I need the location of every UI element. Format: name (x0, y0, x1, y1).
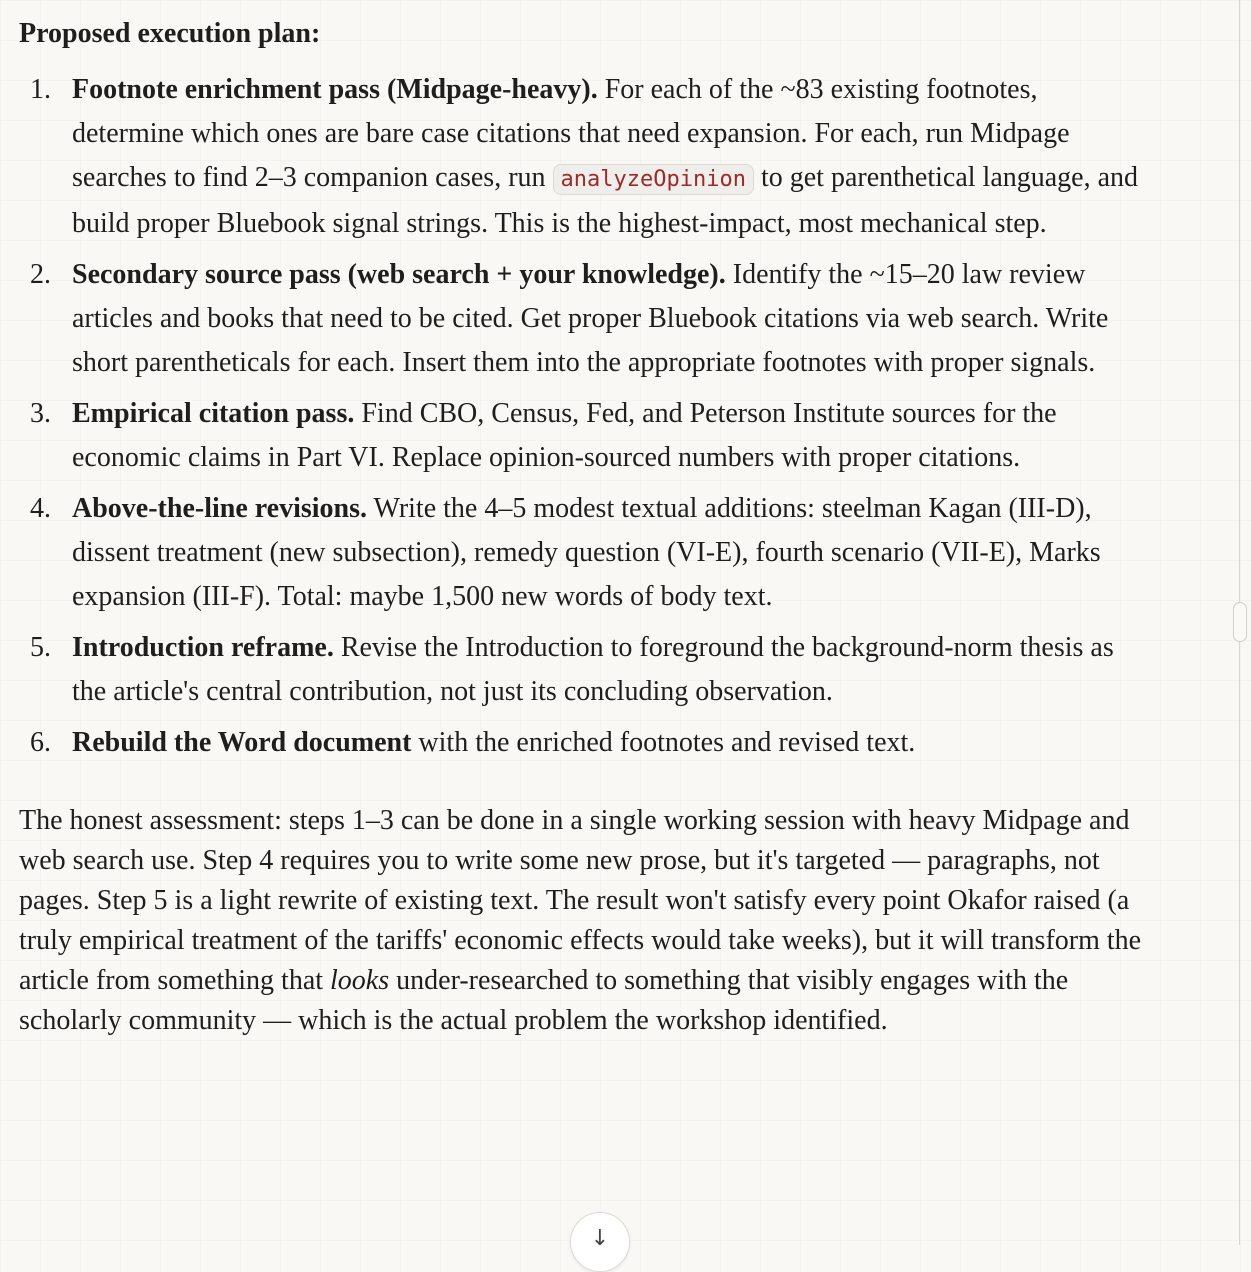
plan-steps (19, 68, 1149, 765)
plan-step: 1. Footnote enrichment pass (Midpage-heavy). For each of the ~83 existing footnotes, determine which ones are bare case citations that need expansion. For each, run Midpage searches to find 2–3 companion cases, run analyzeOpinion to get parenthetical language, and build proper Bluebook signal strings. This is the highest-impact, most mechanical step. (30, 74, 1139, 239)
plan-step: 3. Empirical citation pass. Find CBO, Census, Fed, and Peterson Institute sources for the economic claims in Part VI. Replace opinion-sourced numbers with proper citations. (30, 398, 1057, 473)
plan-step: 2. Secondary source pass (web search + your knowledge). Identify the ~15–20 law review articles and books that need to be cited. Get proper Bluebook citations via web search. Write short parentheticals for each. Insert them into the appropriate footnotes with proper signals. (30, 259, 1109, 378)
assessment-paragraph: The honest assessment: steps 1–3 can be done in a single working session with heavy Midpage and web search use. Step 4 requires you to write some new prose, but it's targeted — paragraphs, not pages. Step 5 is a light rewrite of existing text. The result won't satisfy every point Okafor raised (a truly empirical treatment of the tariffs' economic effects would take weeks), but it will transform the article from something that looks under-researched to something that visibly engages with the scholarly community — which is the actual problem the workshop identified. (19, 805, 1142, 1036)
plan-step: 4. Above-the-line revisions. Write the 4–5 modest textual additions: steelman Kagan (III-D), dissent treatment (new subsection), remedy question (VI-E), fourth scenario (VII-E), Marks expansion (III-F). Total: maybe 1,500 new words of body text. (30, 493, 1101, 612)
arrow-down-icon: ↓ (590, 1226, 610, 1251)
scroll-to-bottom-button[interactable] (570, 1212, 630, 1272)
plan-step: 6. Rebuild the Word document with the enriched footnotes and revised text. (30, 727, 916, 758)
inline-code: analyzeOpinion (553, 164, 754, 195)
scrollbar-thumb[interactable] (1233, 602, 1247, 642)
message-content (19, 14, 1149, 1069)
plan-step: 5. Introduction reframe. Revise the Introduction to foreground the background-norm thesis as the article's central contribution, not just its concluding observation. (30, 632, 1114, 707)
plan-heading: Proposed execution plan: (19, 18, 321, 49)
